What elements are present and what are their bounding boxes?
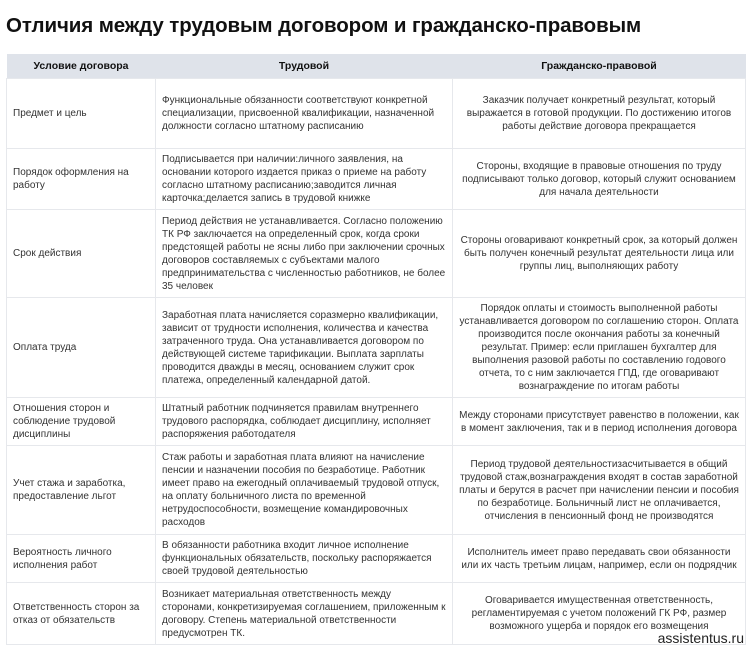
comparison-table xyxy=(6,54,746,645)
header-condition: Условие договора xyxy=(7,54,156,79)
table-row xyxy=(7,583,746,645)
table-row xyxy=(7,398,746,446)
cell-condition: Порядок оформления на работу xyxy=(7,149,156,210)
cell-labor: Период действия не устанавливается. Согласно положению ТК РФ заключается на определенный срок, когда сроки предстоящей работы не ясны либо при заключении срочных договоров составляемых с субъектами малого предпринимательства с численностью работников, не более 35 человек xyxy=(156,210,453,298)
watermark: assistentus.ru xyxy=(657,630,744,646)
table-row xyxy=(7,446,746,535)
cell-condition: Срок действия xyxy=(7,210,156,298)
header-labor: Трудовой xyxy=(156,54,453,79)
table-row xyxy=(7,298,746,398)
cell-condition: Отношения сторон и соблюдение трудовой дисциплины xyxy=(7,398,156,446)
header-civil: Гражданско-правовой xyxy=(453,54,746,79)
cell-civil: Между сторонами присутствует равенство в положении, как в момент заключения, так и в период исполнения договора xyxy=(453,398,746,446)
cell-condition: Вероятность личного исполнения работ xyxy=(7,535,156,583)
cell-civil: Оговаривается имущественная ответственность, регламентируемая с учетом положений ГК РФ, размер возможного ущерба и порядок его возмещения xyxy=(453,583,746,645)
cell-labor: Заработная плата начисляется соразмерно квалификации, зависит от трудности исполнения, количества и качества затраченного труда. Она устанавливается договором по действующей системе тарификации. Выплата зарплаты проводится дважды в месяц, основанием служит срок платежа, определенный календарной датой. xyxy=(156,298,453,398)
cell-condition: Оплата труда xyxy=(7,298,156,398)
cell-civil: Исполнитель имеет право передавать свои обязанности или их часть третьим лицам, например, если он подрядчик xyxy=(453,535,746,583)
cell-labor: Подписывается при наличии:личного заявления, на основании которого издается приказ о приеме на работу согласно штатному расписанию;заводится личная карточка;делается запись в трудовой книжке xyxy=(156,149,453,210)
cell-civil: Порядок оплаты и стоимость выполненной работы устанавливается договором по соглашению сторон. Оплата производится после окончания работы за конечный результат. Пример: если приглашен бухгалтер для выполнения разовой работы по составлению годового отчета, то с ним заключается ГПД, где оговаривают вознаграждение по итогам работы xyxy=(453,298,746,398)
cell-labor: В обязанности работника входит личное исполнение функциональных обязательств, поскольку распоряжается своей трудовой деятельностью xyxy=(156,535,453,583)
cell-labor: Возникает материальная ответственность между сторонами, конкретизируемая соглашением, приложенным к договору. Степень материальной ответственности предусмотрен ТК. xyxy=(156,583,453,645)
cell-condition: Ответственность сторон за отказ от обязательств xyxy=(7,583,156,645)
cell-condition: Предмет и цель xyxy=(7,79,156,149)
table-row xyxy=(7,535,746,583)
cell-civil: Период трудовой деятельностизасчитывается в общий трудовой стаж,вознаграждения входят в состав заработной платы и берутся в расчет при начислении пенсии и пособия по безработице. Больничный лист не оплачивается, отчисления в пенсионный фонд не производятся xyxy=(453,446,746,535)
table-header-row xyxy=(7,54,746,79)
cell-labor: Стаж работы и заработная плата влияют на начисление пенсии и назначении пособия по безработице. Работник имеет право на ежегодный оплачиваемый трудовой отпуск, на оплату больничного листа по временной нетрудоспособности, возмещение командировочных расходов xyxy=(156,446,453,535)
cell-civil: Заказчик получает конкретный результат, который выражается в готовой продукции. По достижению итогов работы действие договора прекращается xyxy=(453,79,746,149)
cell-labor: Штатный работник подчиняется правилам внутреннего трудового распорядка, соблюдает дисциплину, исполняет распоряжения работодателя xyxy=(156,398,453,446)
table-row xyxy=(7,210,746,298)
cell-civil: Стороны, входящие в правовые отношения по труду подписывают только договор, который служит основанием для начала деятельности xyxy=(453,149,746,210)
cell-civil: Стороны оговаривают конкретный срок, за который должен быть получен конечный результат деятельности лица или группы лиц, выполняющих работу xyxy=(453,210,746,298)
table-row xyxy=(7,79,746,149)
table-row xyxy=(7,149,746,210)
cell-labor: Функциональные обязанности соответствуют конкретной специализации, присвоенной квалификации, назначенной должности согласно штатному расписанию xyxy=(156,79,453,149)
page-title: Отличия между трудовым договором и гражданско-правовым xyxy=(6,14,642,37)
cell-condition: Учет стажа и заработка, предоставление льгот xyxy=(7,446,156,535)
